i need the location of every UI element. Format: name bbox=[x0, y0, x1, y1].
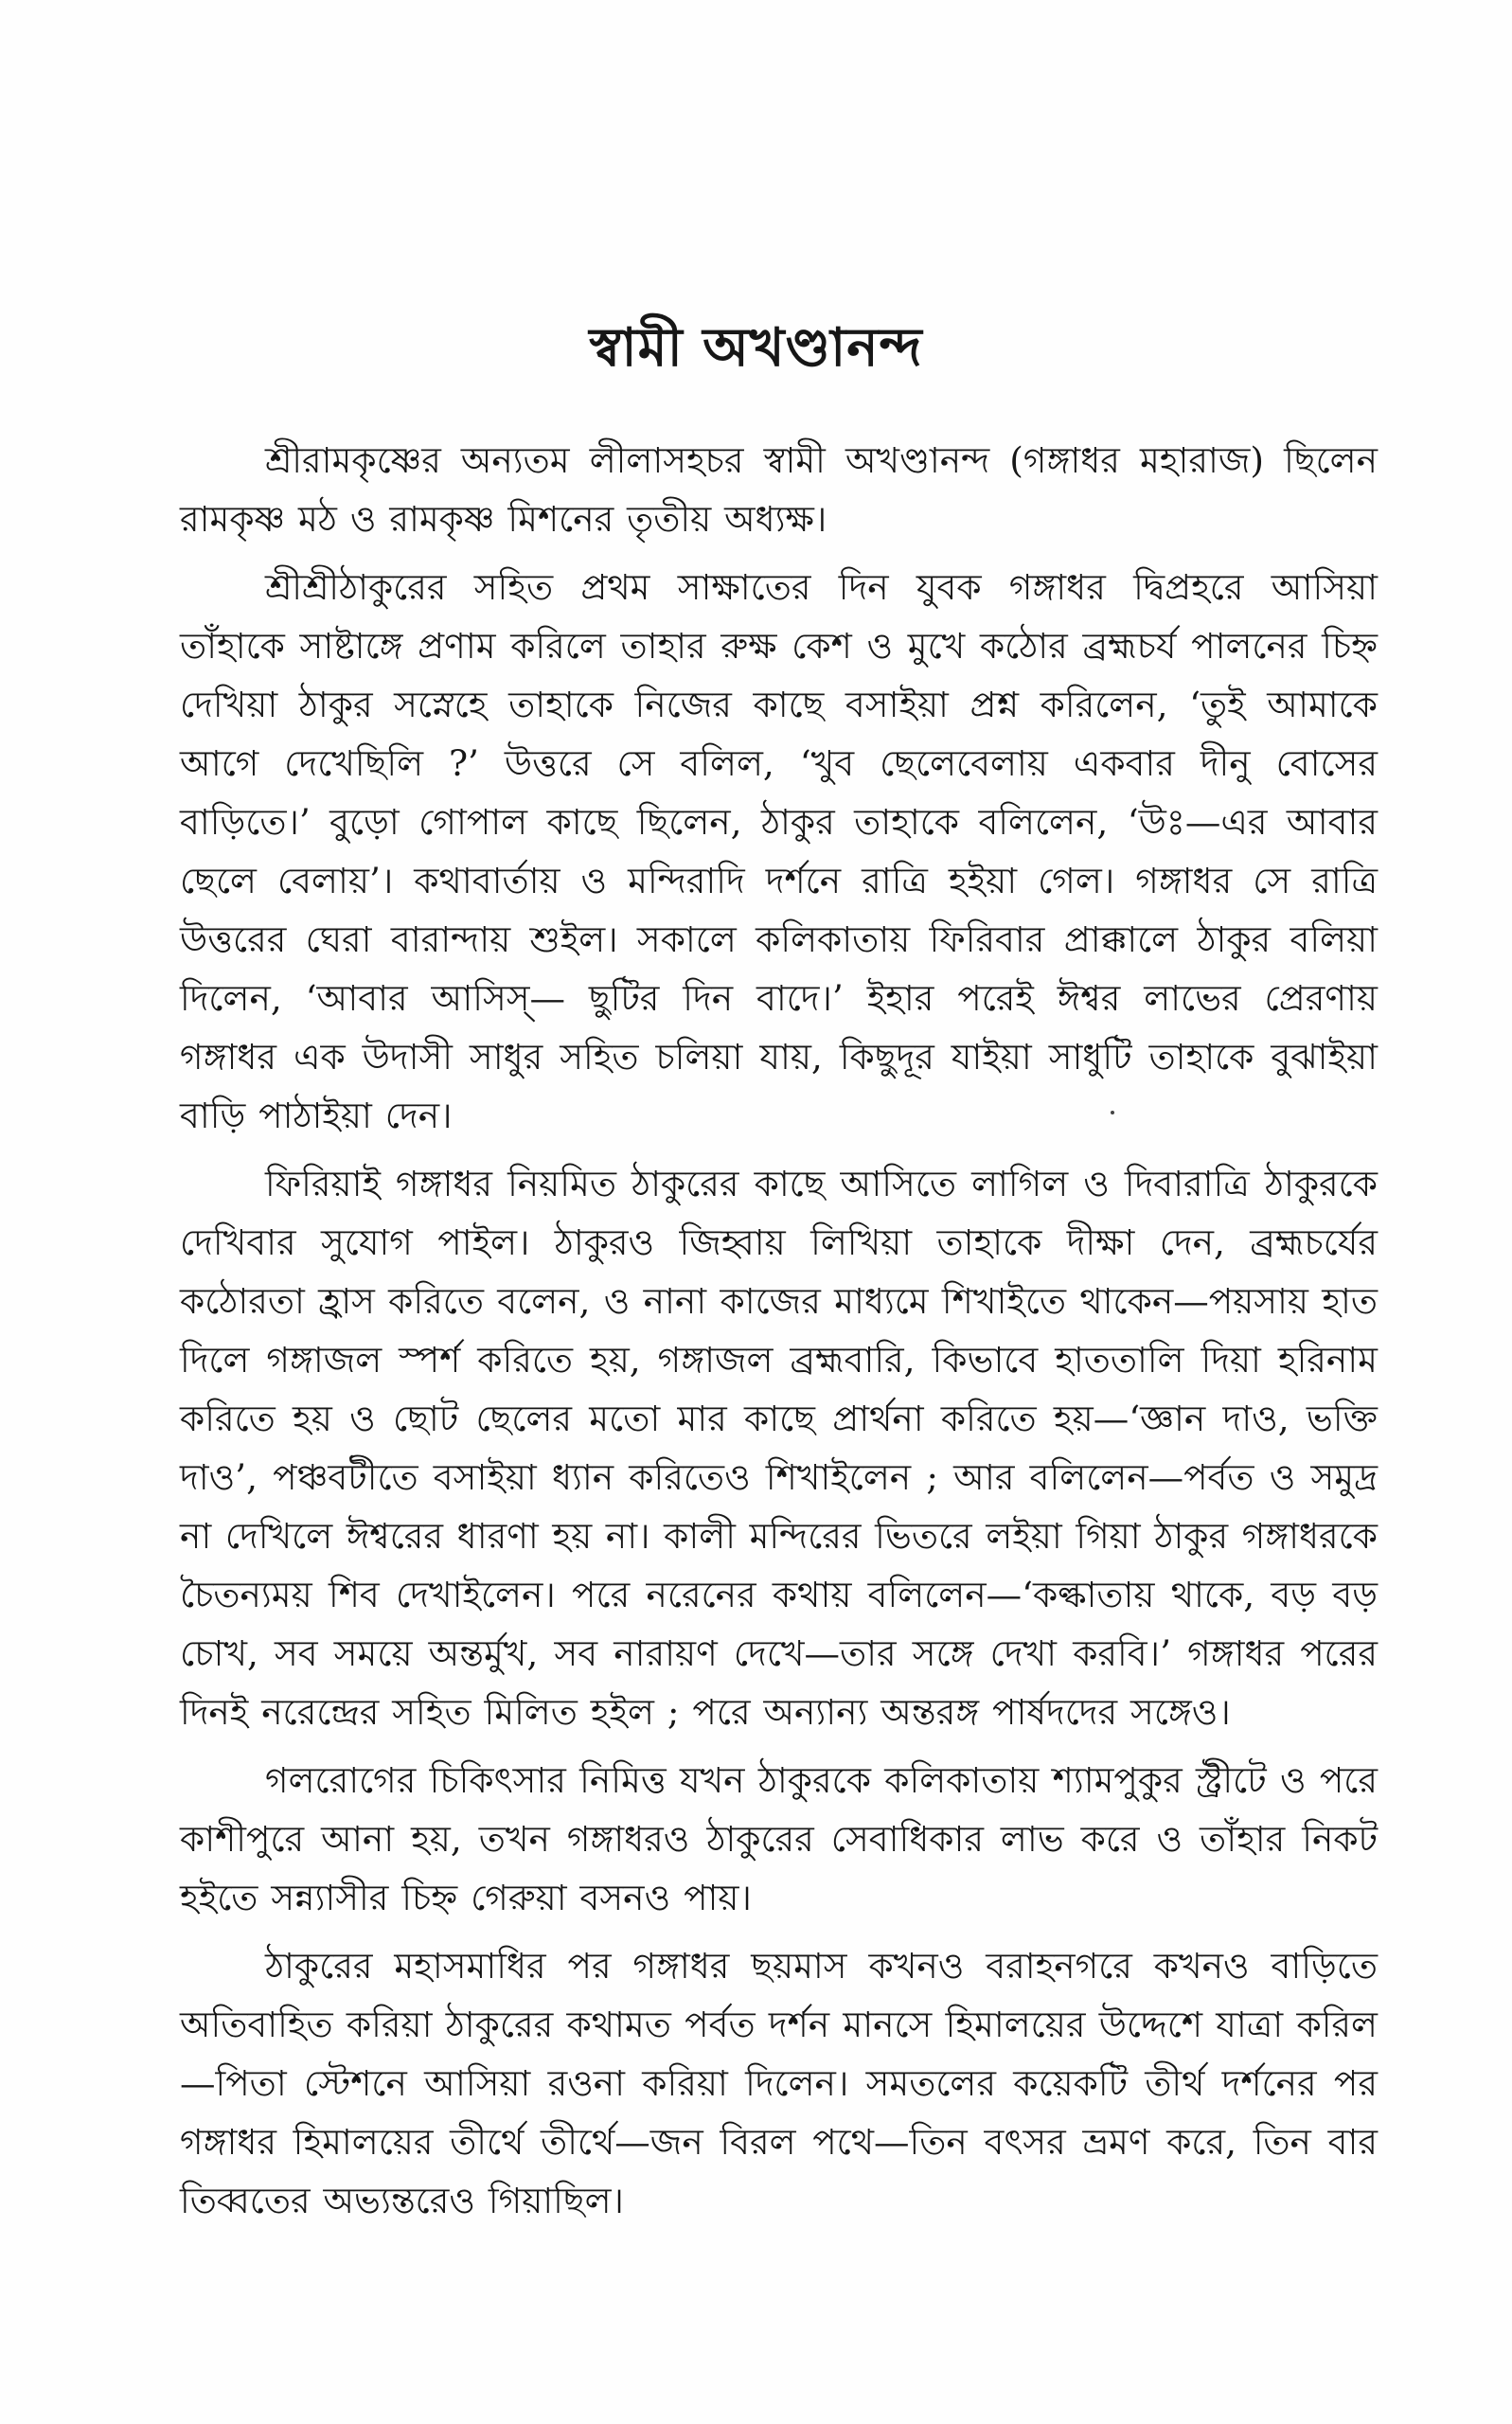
paragraph-2: শ্রীশ্রীঠাকুরের সহিত প্রথম সাক্ষাতের দিন যুবক গঙ্গাধর দ্বিপ্রহরে আসিয়া তাঁহাকে সাষ্টাঙ্গে প্রণাম করিলে তাহার রুক্ষ কেশ ও মুখে কঠোর ব্রহ্মচর্য পালনের চিহ্ন দেখিয়া ঠাকুর সস্নেহে তাহাকে নিজের কাছে বসাইয়া প্রশ্ন করিলেন, ‘তুই আমাকে আগে দেখেছিলি ?’ উত্তরে সে বলিল, ‘খুব ছেলেবেলায় একবার দীনু বোসের বাড়িতে।’ বুড়ো গোপাল কাছে ছিলেন, ঠাকুর তাহাকে বলিলেন, ‘উঃ—এর আবার ছেলে বেলায়’। কথাবার্তায় ও মন্দিরাদি দর্শনে রাত্রি হইয়া গেল। গঙ্গাধর সে রাত্রি উত্তরের ঘেরা বারান্দায় শুইল। সকালে কলিকাতায় ফিরিবার প্রাক্কালে ঠাকুর বলিয়া দিলেন, ‘আবার আসিস্— ছুটির দিন বাদে।’ ইহার পরেই ঈশ্বর লাভের প্রেরণায় গঙ্গাধর এক উদাসী সাধুর সহিত চলিয়া যায়, কিছুদূর যাইয়া সাধুটি তাহাকে বুঝাইয়া বাড়ি পাঠাইয়া দেন। bbox=[180, 566, 1378, 1136]
paragraph-5: ঠাকুরের মহাসমাধির পর গঙ্গাধর ছয়মাস কখনও বরাহনগরে কখনও বাড়িতে অতিবাহিত করিয়া ঠাকুরের কথামত পর্বত দর্শন মানসে হিমালয়ের উদ্দেশে যাত্রা করিল—পিতা স্টেশনে আসিয়া রওনা করিয়া দিলেন। সমতলের কয়েকটি তীর্থ দর্শনের পর গঙ্গাধর হিমালয়ের তীর্থে তীর্থে—জন বিরল পথে—তিন বৎসর ভ্রমণ করে, তিন বার তিব্বতের অভ্যন্তরেও গিয়াছিল। bbox=[180, 1945, 1378, 2221]
chapter-body bbox=[180, 431, 1378, 2230]
paragraph-3: ফিরিয়াই গঙ্গাধর নিয়মিত ঠাকুরের কাছে আসিতে লাগিল ও দিবারাত্রি ঠাকুরকে দেখিবার সুযোগ পাইল। ঠাকুরও জিহ্বায় লিখিয়া তাহাকে দীক্ষা দেন, ব্রহ্মচর্যের কঠোরতা হ্রাস করিতে বলেন, ও নানা কাজের মাধ্যমে শিখাইতে থাকেন—পয়সায় হাত দিলে গঙ্গাজল স্পর্শ করিতে হয়, গঙ্গাজল ব্রহ্মবারি, কিভাবে হাততালি দিয়া হরিনাম করিতে হয় ও ছোট ছেলের মতো মার কাছে প্রার্থনা করিতে হয়—‘জ্ঞান দাও, ভক্তি দাও’, পঞ্চবটীতে বসাইয়া ধ্যান করিতেও শিখাইলেন ; আর বলিলেন—পর্বত ও সমুদ্র না দেখিলে ঈশ্বরের ধারণা হয় না। কালী মন্দিরের ভিতরে লইয়া গিয়া ঠাকুর গঙ্গাধরকে চৈতন্যময় শিব দেখাইলেন। পরে নরেনের কথায় বলিলেন—‘কল্কাতায় থাকে, বড় বড় চোখ, সব সময়ে অন্তর্মুখ, সব নারায়ণ দেখে—তার সঙ্গে দেখা করবি।’ গঙ্গাধর পরের দিনই নরেন্দ্রের সহিত মিলিত হইল ; পরে অন্যান্য অন্তরঙ্গ পার্ষদদের সঙ্গেও। bbox=[180, 1163, 1378, 1733]
paragraph-1: শ্রীরামকৃষ্ণের অন্যতম লীলাসহচর স্বামী অখণ্ডানন্দ (গঙ্গাধর মহারাজ) ছিলেন রামকৃষ্ণ মঠ ও রামকৃষ্ণ মিশনের তৃতীয় অধ্যক্ষ। bbox=[180, 439, 1378, 540]
paragraph-4: গলরোগের চিকিৎসার নিমিত্ত যখন ঠাকুরকে কলিকাতায় শ্যামপুকুর স্ট্রীটে ও পরে কাশীপুরে আনা হয়, তখন গঙ্গাধরও ঠাকুরের সেবাধিকার লাভ করে ও তাঁহার নিকট হইতে সন্ন্যাসীর চিহ্ন গেরুয়া বসনও পায়। bbox=[180, 1759, 1378, 1918]
chapter-title: স্বামী অখণ্ডানন্দ bbox=[589, 317, 923, 379]
print-speck bbox=[1111, 1111, 1114, 1114]
